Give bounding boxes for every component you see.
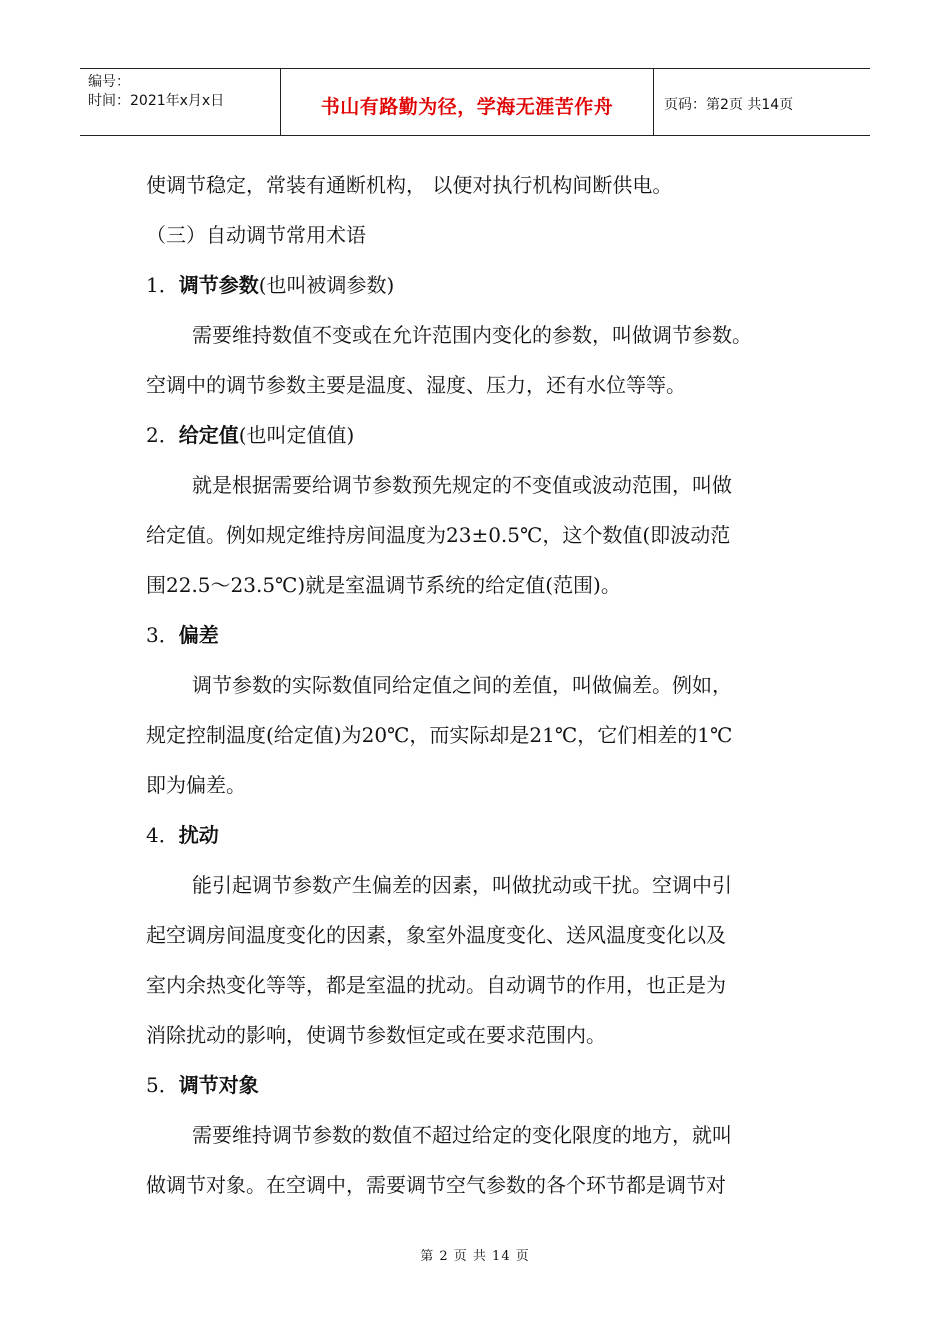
term-title: 给定值	[178, 423, 239, 447]
paragraph-line: 使调节稳定，常装有通断机构， 以便对执行机构间断供电。	[146, 173, 673, 197]
document-body	[146, 160, 826, 1210]
term-heading	[146, 260, 826, 310]
header-left-cell	[80, 69, 280, 135]
paragraph-line: 需要维持调节参数的数值不超过给定的变化限度的地方，就叫	[192, 1123, 732, 1147]
time-label: 时间：2021年x月x日	[88, 93, 225, 109]
paragraph-line: 室内余热变化等等，都是室温的扰动。自动调节的作用，也正是为	[146, 973, 726, 997]
term-title: 调节对象	[178, 1073, 259, 1097]
term-title: 扰动	[178, 823, 219, 847]
term-number: 1．	[146, 273, 179, 297]
paragraph-line: 能引起调节参数产生偏差的因素，叫做扰动或干扰。空调中引	[192, 873, 732, 897]
number-label: 编号：	[88, 74, 130, 90]
paragraph-line: 即为偏差。	[146, 773, 246, 797]
page-info: 页码：第2页 共14页	[664, 97, 794, 113]
paragraph-line: 规定控制温度(给定值)为20℃，而实际却是21℃，它们相差的1℃	[146, 723, 733, 747]
motto: 书山有路勤为径，学海无涯苦作舟	[280, 69, 654, 135]
term-title: 调节参数	[178, 273, 259, 297]
page-header	[80, 68, 870, 136]
paragraph-line: 需要维持数值不变或在允许范围内变化的参数，叫做调节参数。	[192, 323, 752, 347]
paragraph-line: 围22.5～23.5℃)就是室温调节系统的给定值(范围)。	[146, 573, 621, 597]
term-number: 2．	[146, 423, 179, 447]
term-heading	[146, 1060, 826, 1110]
paragraph-line: 做调节对象。在空调中，需要调节空气参数的各个环节都是调节对	[146, 1173, 726, 1197]
term-number: 3．	[146, 623, 179, 647]
paragraph-line: 消除扰动的影响，使调节参数恒定或在要求范围内。	[146, 1023, 606, 1047]
term-number: 4．	[146, 823, 179, 847]
term-heading	[146, 410, 826, 460]
page-footer: 第 2 页 共 14 页	[420, 1249, 530, 1264]
term-heading	[146, 610, 826, 660]
paragraph-line: 空调中的调节参数主要是温度、湿度、压力，还有水位等等。	[146, 373, 686, 397]
section-heading: （三）自动调节常用术语	[146, 223, 366, 247]
paragraph-line: 给定值。例如规定维持房间温度为23±0.5℃，这个数值(即波动范	[146, 523, 731, 547]
paragraph-line: 调节参数的实际数值同给定值之间的差值，叫做偏差。例如，	[192, 673, 732, 697]
paragraph-line: 就是根据需要给调节参数预先规定的不变值或波动范围，叫做	[192, 473, 732, 497]
term-note: (也叫被调参数)	[258, 273, 395, 297]
term-number: 5．	[146, 1073, 179, 1097]
term-title: 偏差	[178, 623, 219, 647]
paragraph-line: 起空调房间温度变化的因素，象室外温度变化、送风温度变化以及	[146, 923, 726, 947]
term-note: (也叫定值值)	[238, 423, 355, 447]
term-heading	[146, 810, 826, 860]
